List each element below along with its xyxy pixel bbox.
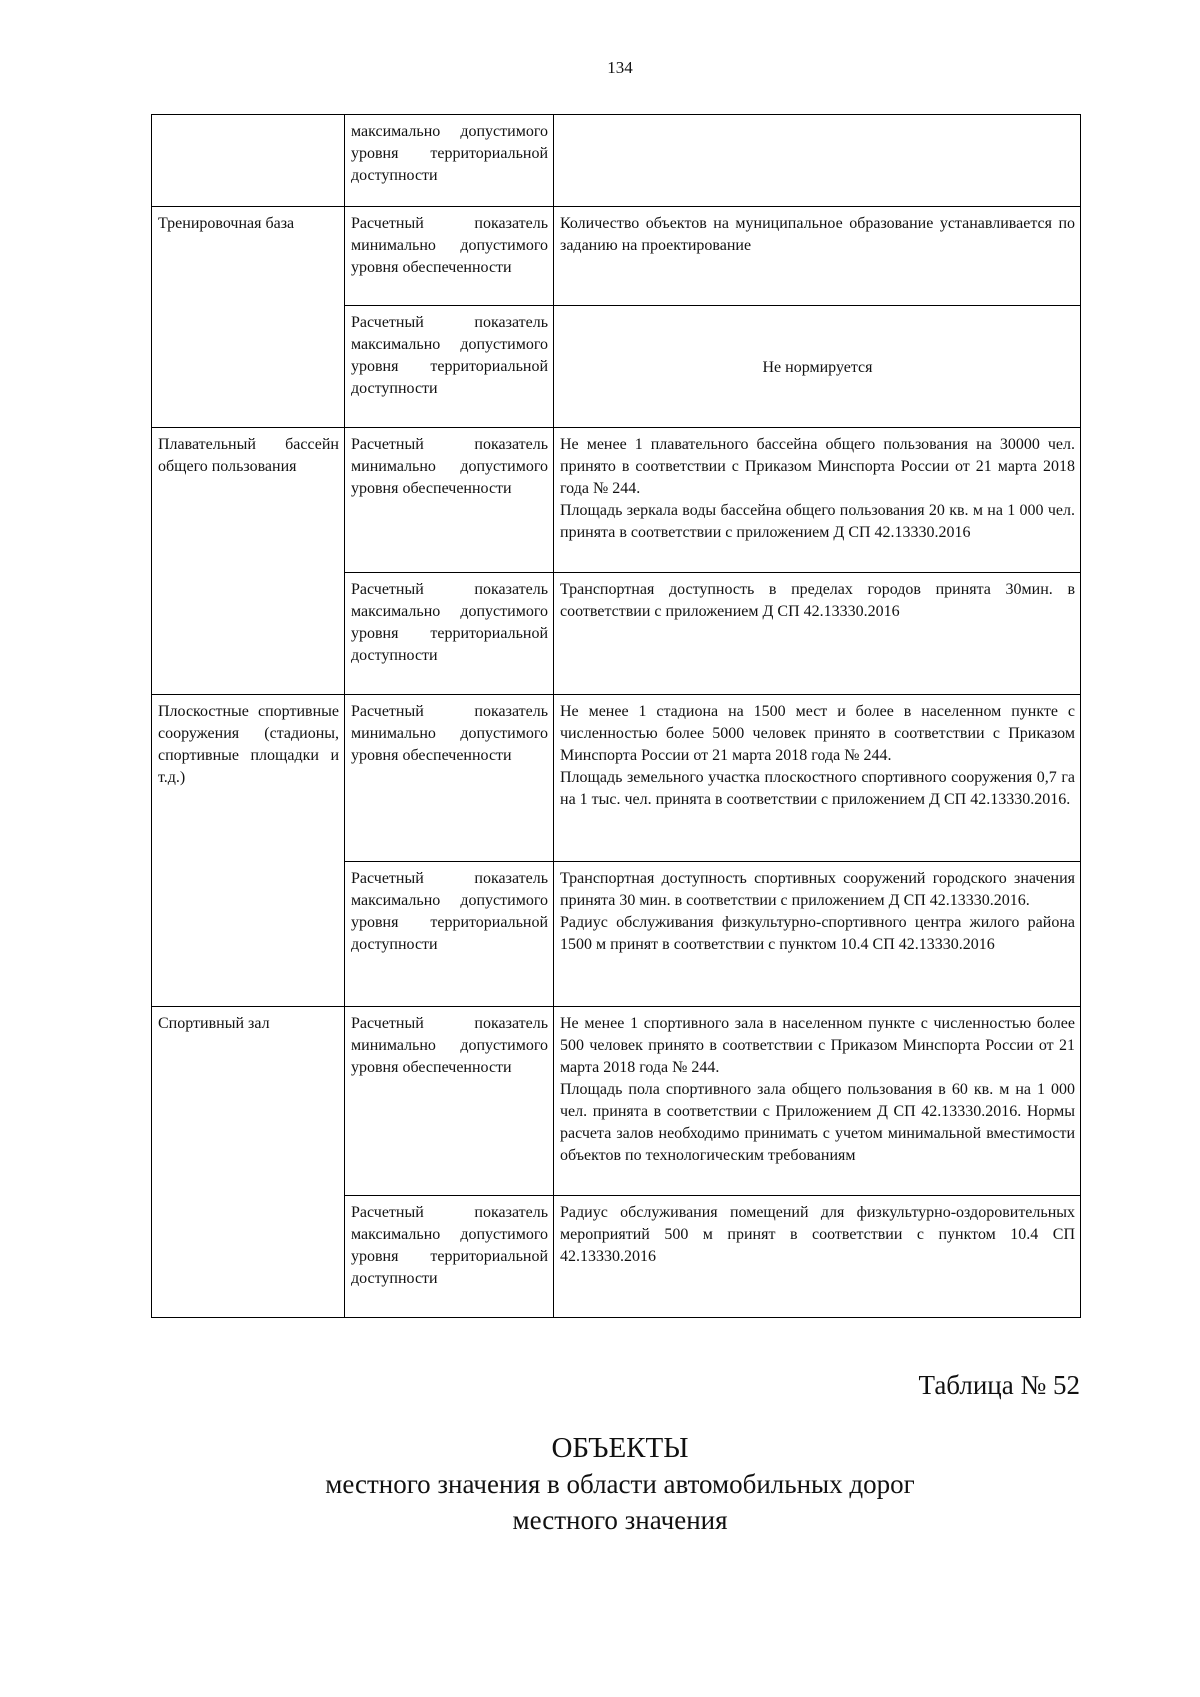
heading-subtitle-line1: местного значения в области автомобильных дорог (325, 1469, 915, 1499)
table-row (152, 115, 1081, 207)
heading-title: ОБЪЕКТЫ (551, 1432, 689, 1464)
value-paragraph: Радиус обслуживания физкультурно-спортивного центра жилого района 1500 м принят в соответствии с пунктом 10.4 СП 42.13330.2016 (560, 914, 1075, 953)
value-paragraph: Площадь зеркала воды бассейна общего пользования 20 кв. м на 1 000 чел. принята в соответствии с приложением Д СП 42.13330.2016 (560, 502, 1075, 541)
value-paragraph: Не менее 1 стадиона на 1500 мест и более в населенном пункте с численностью более 5000 человек принято в соответствии с Приказом Минспорта России от 21 марта 2018 года № 244. (560, 703, 1075, 764)
table-row (152, 207, 1081, 306)
value-cell (554, 428, 1081, 573)
indicator-cell: максимально допустимого уровня территориальной доступности (345, 115, 554, 207)
indicator-cell: Расчетный показатель максимально допустимого уровня территориальной доступности (345, 573, 554, 695)
table-row (152, 695, 1081, 862)
value-cell: Радиус обслуживания помещений для физкультурно-оздоровительных мероприятий 500 м принят в соответствии с пунктом 10.4 СП 42.13330.2016 (554, 1196, 1081, 1318)
value-paragraph: Не менее 1 спортивного зала в населенном пункте с численностью более 500 человек принято в соответствии с Приказом Минспорта России от 21 марта 2018 года № 244. (560, 1015, 1075, 1076)
object-cell: Плоскостные спортивные сооружения (стадионы, спортивные площадки и т.д.) (152, 695, 345, 1007)
value-cell (554, 695, 1081, 862)
table-row (152, 428, 1081, 573)
object-cell: Спортивный зал (152, 1007, 345, 1318)
heading-subtitle-line2: местного значения (512, 1505, 728, 1535)
indicator-cell: Расчетный показатель минимально допустимого уровня обеспеченности (345, 428, 554, 573)
value-paragraph: Площадь пола спортивного зала общего пользования в 60 кв. м на 1 000 чел. принята в соответствии с Приложением Д СП 42.13330.2016. Нормы расчета залов необходимо принимать с учетом минимальной вместимости объектов по технологическим требованиям (560, 1081, 1075, 1164)
indicator-cell: Расчетный показатель минимально допустимого уровня обеспеченности (345, 695, 554, 862)
indicator-cell: Расчетный показатель минимально допустимого уровня обеспеченности (345, 1007, 554, 1196)
table-row (152, 1007, 1081, 1196)
indicator-cell: Расчетный показатель максимально допустимого уровня территориальной доступности (345, 862, 554, 1007)
value-cell (554, 862, 1081, 1007)
value-paragraph: Не менее 1 плавательного бассейна общего пользования на 30000 чел. принято в соответствии с Приказом Минспорта России от 21 марта 2018 года № 244. (560, 436, 1075, 497)
value-paragraph: Площадь земельного участка плоскостного спортивного сооружения 0,7 га на 1 тыс. чел. принята в соответствии с приложением Д СП 42.13330.2016. (560, 769, 1075, 808)
table-caption: Таблица № 52 (918, 1370, 1080, 1400)
indicator-cell: Расчетный показатель максимально допустимого уровня территориальной доступности (345, 1196, 554, 1318)
object-cell (152, 115, 345, 207)
page-number: 134 (607, 58, 633, 77)
indicator-cell: Расчетный показатель максимально допустимого уровня территориальной доступности (345, 306, 554, 428)
section-heading (0, 1430, 1200, 1538)
value-cell (554, 115, 1081, 207)
value-cell: Транспортная доступность в пределах городов принята 30мин. в соответствии с приложением Д СП 42.13330.2016 (554, 573, 1081, 695)
indicator-cell: Расчетный показатель минимально допустимого уровня обеспеченности (345, 207, 554, 306)
object-cell: Тренировочная база (152, 207, 345, 428)
value-paragraph: Транспортная доступность спортивных сооружений городского значения принята 30 мин. в соответствии с приложением Д СП 42.13330.2016. (560, 870, 1075, 909)
value-cell: Количество объектов на муниципальное образование устанавливается по заданию на проектирование (554, 207, 1081, 306)
value-cell: Не нормируется (554, 306, 1081, 428)
value-cell (554, 1007, 1081, 1196)
norms-table (151, 114, 1081, 1318)
object-cell: Плавательный бассейн общего пользования (152, 428, 345, 695)
